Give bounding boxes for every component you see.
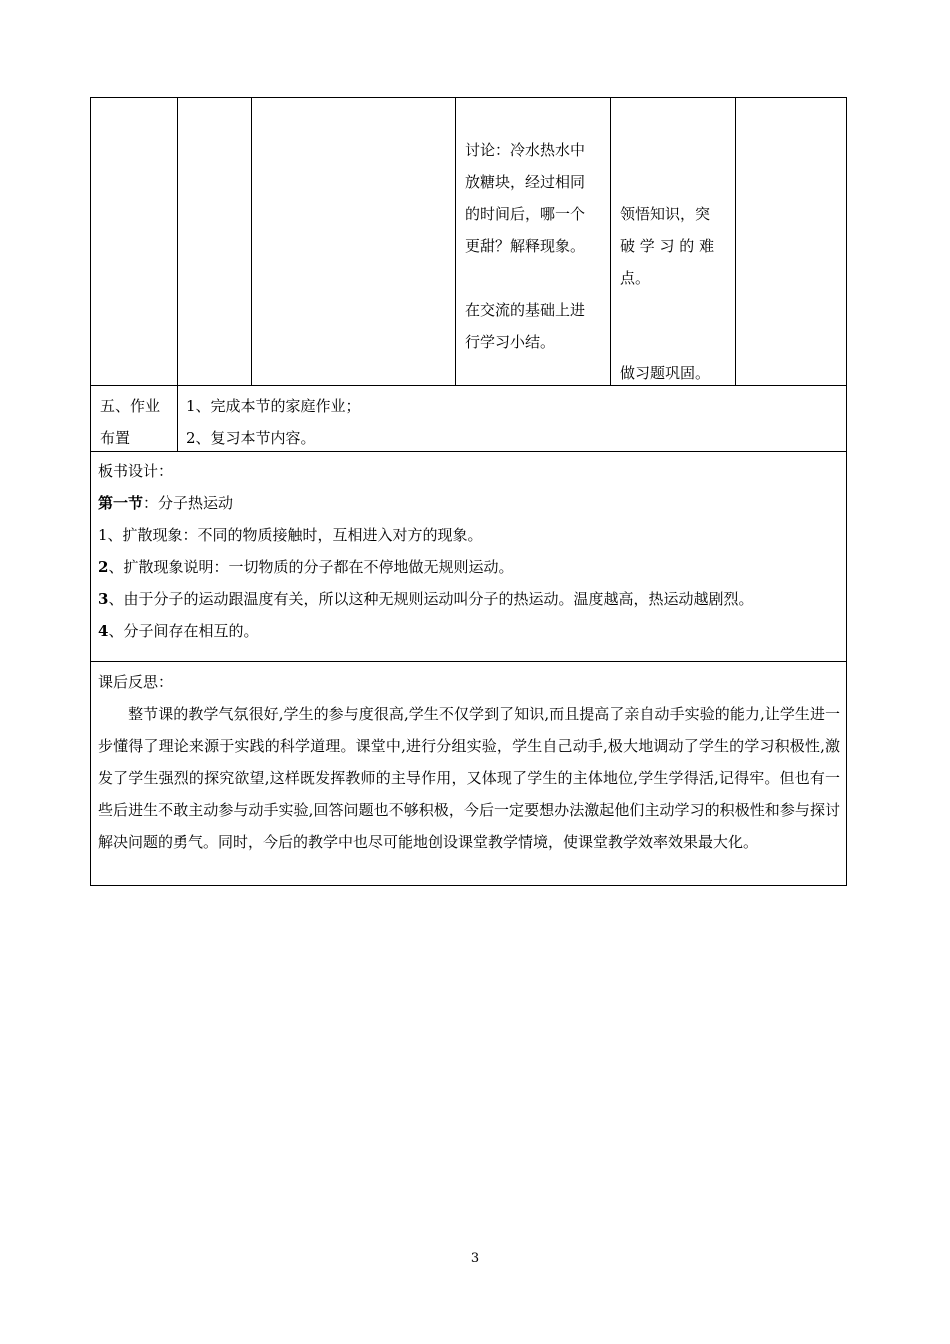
board-point-4-text: 、分子间存在相互的。 — [108, 622, 259, 640]
board-point-4 — [98, 615, 258, 647]
table-right-border — [846, 97, 847, 886]
board-point-1: 1、扩散现象：不同的物质接触时，互相进入对方的现象。 — [98, 526, 483, 544]
board-point-3-number: 3 — [98, 590, 109, 608]
summary-line-1: 在交流的基础上进 — [465, 301, 586, 319]
board-point-3 — [98, 583, 753, 615]
summary-line-2: 行学习小结。 — [465, 333, 556, 351]
discussion-line-1: 讨论：冷水热水中 — [465, 141, 586, 159]
reflection-body: 整节课的教学气氛很好,学生的参与度很高,学生不仅学到了知识,而且提高了亲自动手实验的能力,让学生进一步懂得了理论来源于实践的科学道理。课堂中,进行分组实验，学生自己动手,极大地调动了学生的学习积极性,激发了学生强烈的探究欲望,这样既发挥教师的主导作用，又体现了学生的主体地位,学生学得活,记得牢。但也有一些后进生不敢主动参与动手实验,回答问题也不够积极，今后一定要想办法激起他们主动学习的积极性和参与探讨解决问题的勇气。同时，今后的教学中也尽可能地创设课堂教学情境，使课堂教学效率效果最大化。 — [98, 705, 840, 851]
row-divider-homework — [90, 385, 847, 386]
discussion-line-4: 更甜？解释现象。 — [465, 237, 586, 255]
board-point-2 — [98, 551, 513, 583]
insight-line-3: 点。 — [620, 269, 651, 287]
table-top-border — [90, 97, 847, 98]
homework-label-line-1: 五、作业 — [100, 397, 161, 415]
board-section-heading — [98, 487, 233, 519]
board-point-4-number: 4 — [98, 622, 109, 640]
homework-item-1: 1、完成本节的家庭作业； — [186, 397, 361, 415]
page-number: 3 — [470, 1251, 480, 1266]
discussion-line-3: 的时间后，哪一个 — [465, 205, 586, 223]
insight-line-2: 破 学 习 的 难 — [620, 237, 715, 255]
table-bottom-border — [90, 885, 847, 886]
board-point-2-text: 、扩散现象说明：一切物质的分子都在不停地做无规则运动。 — [108, 558, 514, 576]
insight-line-1: 领悟知识，突 — [620, 205, 711, 223]
board-section-label: 第一节 — [98, 494, 144, 512]
discussion-line-2: 放糖块，经过相同 — [465, 173, 586, 191]
board-point-3-text: 、由于分子的运动跟温度有关，所以这种无规则运动叫分子的热运动。温度越高，热运动越剧烈。 — [108, 590, 754, 608]
col-divider-4 — [610, 97, 611, 385]
col-divider-1 — [177, 97, 178, 451]
homework-item-2: 2、复习本节内容。 — [186, 429, 316, 447]
reflection-title: 课后反思： — [98, 673, 174, 691]
row-divider-reflection — [90, 661, 847, 662]
practice-text: 做习题巩固。 — [620, 364, 711, 382]
col-divider-5 — [735, 97, 736, 385]
homework-label-line-2: 布置 — [100, 429, 131, 447]
board-title: 板书设计： — [98, 462, 174, 480]
board-section-name: ：分子热运动 — [143, 494, 234, 512]
table-left-border — [90, 97, 91, 886]
col-divider-3 — [455, 97, 456, 385]
board-point-2-number: 2 — [98, 558, 109, 576]
col-divider-2 — [251, 97, 252, 385]
